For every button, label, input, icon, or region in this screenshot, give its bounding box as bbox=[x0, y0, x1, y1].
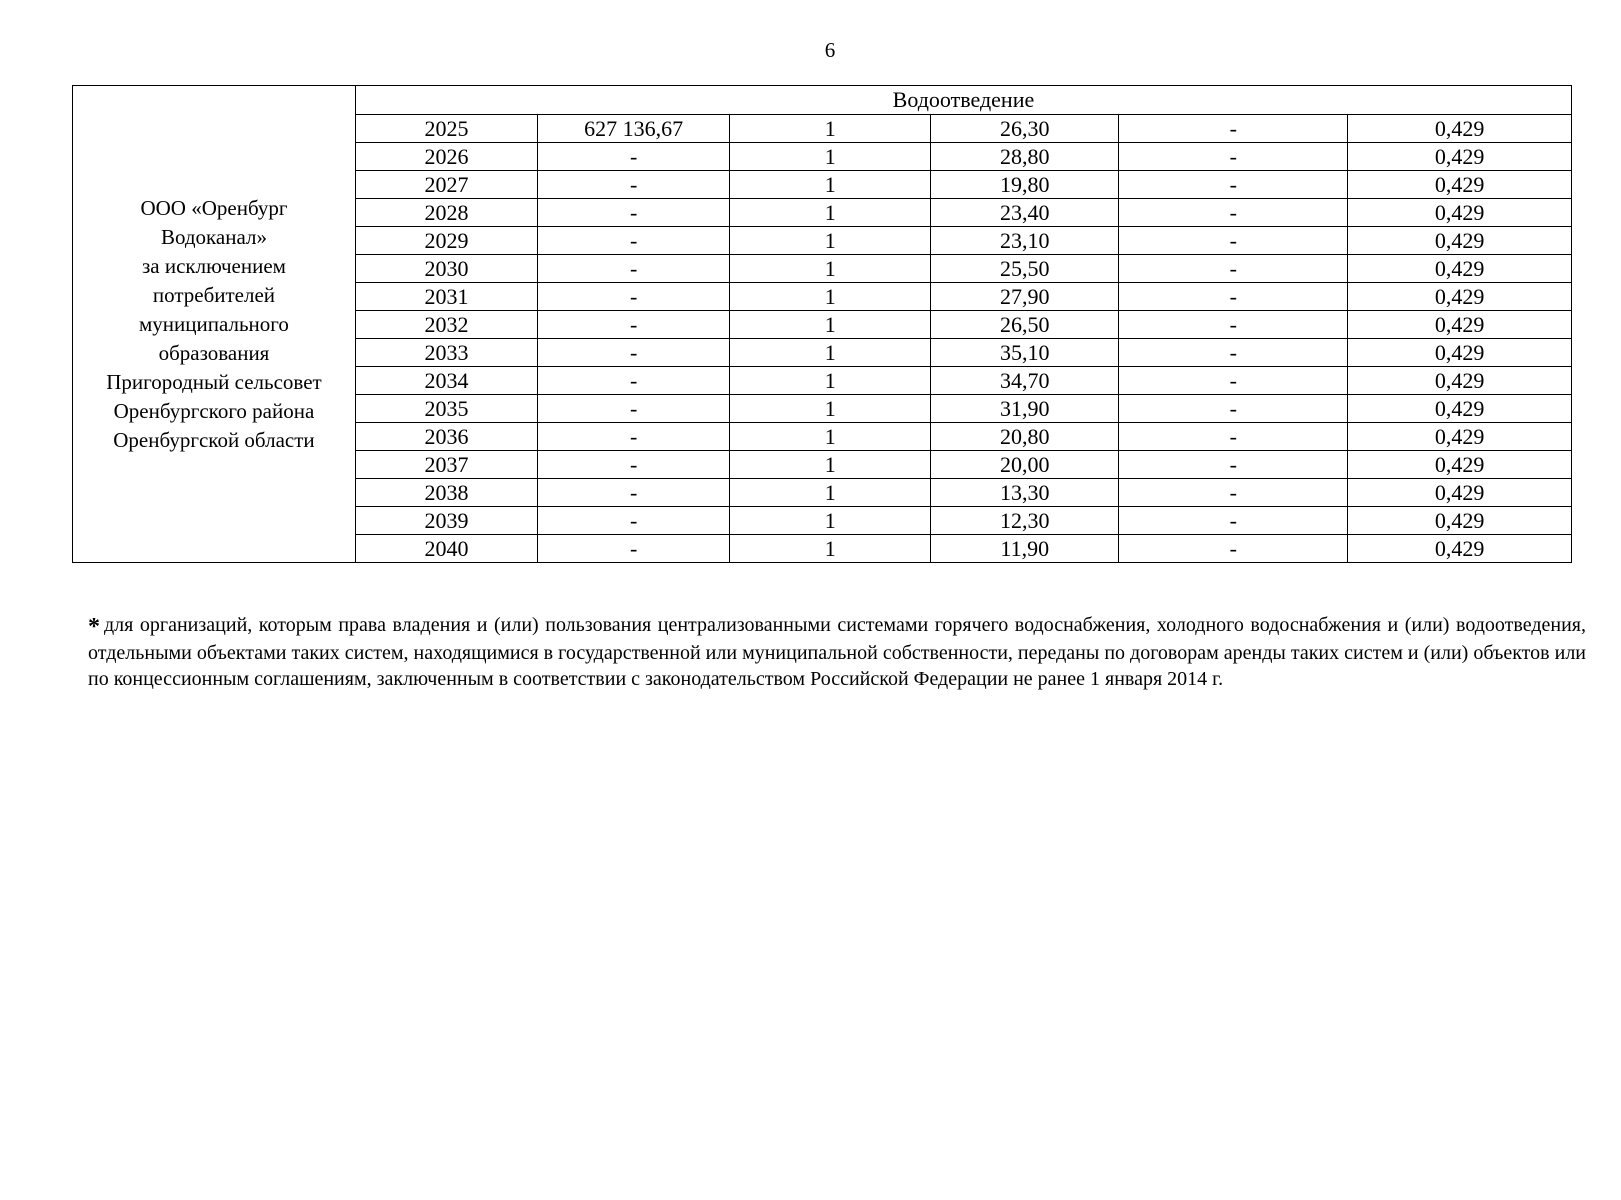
dash-cell: - bbox=[1119, 311, 1348, 339]
value-cell: 34,70 bbox=[931, 367, 1119, 395]
ratio-cell: 0,429 bbox=[1348, 227, 1572, 255]
value-cell: 28,80 bbox=[931, 143, 1119, 171]
year-cell: 2030 bbox=[355, 255, 537, 283]
ratio-cell: 0,429 bbox=[1348, 339, 1572, 367]
year-cell: 2027 bbox=[355, 171, 537, 199]
table-body bbox=[73, 86, 1572, 563]
organization-name-line: Водоканал» bbox=[160, 224, 267, 249]
dash-cell: - bbox=[1119, 171, 1348, 199]
dash-cell: - bbox=[1119, 507, 1348, 535]
dash-cell: - bbox=[1119, 395, 1348, 423]
amount-cell: - bbox=[537, 535, 729, 563]
coefficient-cell: 1 bbox=[730, 479, 931, 507]
ratio-cell: 0,429 bbox=[1348, 143, 1572, 171]
dash-cell: - bbox=[1119, 451, 1348, 479]
coefficient-cell: 1 bbox=[730, 395, 931, 423]
ratio-cell: 0,429 bbox=[1348, 311, 1572, 339]
year-cell: 2033 bbox=[355, 339, 537, 367]
ratio-cell: 0,429 bbox=[1348, 451, 1572, 479]
value-cell: 35,10 bbox=[931, 339, 1119, 367]
amount-cell: - bbox=[537, 311, 729, 339]
footnote bbox=[88, 612, 1586, 692]
dash-cell: - bbox=[1119, 479, 1348, 507]
ratio-cell: 0,429 bbox=[1348, 479, 1572, 507]
amount-cell: - bbox=[537, 451, 729, 479]
ratio-cell: 0,429 bbox=[1348, 367, 1572, 395]
section-header-row bbox=[73, 86, 1572, 115]
footnote-text: для организаций, которым права владения и (или) пользования централизованными системами горячего водоснабжения, холодного водоснабжения и (или) водоотведения, отдельными объектами таких систем, находящимися в государственной или муниципальной собственности, переданы по договорам аренды таких систем и (или) объектов или по концессионным соглашениям, заключенным в соответствии с законодательством Российской Федерации не ранее 1 января 2014 г. bbox=[88, 614, 1586, 690]
organization-name-line: ООО «Оренбург bbox=[140, 195, 288, 220]
year-cell: 2034 bbox=[355, 367, 537, 395]
organization-name-line: образования bbox=[158, 340, 270, 365]
value-cell: 25,50 bbox=[931, 255, 1119, 283]
value-cell: 20,00 bbox=[931, 451, 1119, 479]
dash-cell: - bbox=[1119, 227, 1348, 255]
coefficient-cell: 1 bbox=[730, 227, 931, 255]
coefficient-cell: 1 bbox=[730, 339, 931, 367]
amount-cell: - bbox=[537, 143, 729, 171]
ratio-cell: 0,429 bbox=[1348, 115, 1572, 143]
coefficient-cell: 1 bbox=[730, 143, 931, 171]
amount-cell: - bbox=[537, 255, 729, 283]
dash-cell: - bbox=[1119, 283, 1348, 311]
coefficient-cell: 1 bbox=[730, 115, 931, 143]
year-cell: 2025 bbox=[355, 115, 537, 143]
value-cell: 20,80 bbox=[931, 423, 1119, 451]
coefficient-cell: 1 bbox=[730, 367, 931, 395]
amount-cell: - bbox=[537, 199, 729, 227]
dash-cell: - bbox=[1119, 199, 1348, 227]
coefficient-cell: 1 bbox=[730, 451, 931, 479]
year-cell: 2037 bbox=[355, 451, 537, 479]
coefficient-cell: 1 bbox=[730, 255, 931, 283]
ratio-cell: 0,429 bbox=[1348, 535, 1572, 563]
value-cell: 23,10 bbox=[931, 227, 1119, 255]
dash-cell: - bbox=[1119, 143, 1348, 171]
dash-cell: - bbox=[1119, 423, 1348, 451]
amount-cell: - bbox=[537, 171, 729, 199]
organization-name-line: Оренбургского района bbox=[113, 398, 315, 423]
amount-cell: - bbox=[537, 367, 729, 395]
amount-cell: - bbox=[537, 339, 729, 367]
amount-cell: - bbox=[537, 283, 729, 311]
amount-cell: - bbox=[537, 423, 729, 451]
year-cell: 2032 bbox=[355, 311, 537, 339]
value-cell: 13,30 bbox=[931, 479, 1119, 507]
amount-cell: 627 136,67 bbox=[537, 115, 729, 143]
ratio-cell: 0,429 bbox=[1348, 283, 1572, 311]
dash-cell: - bbox=[1119, 339, 1348, 367]
ratio-cell: 0,429 bbox=[1348, 199, 1572, 227]
year-cell: 2040 bbox=[355, 535, 537, 563]
dash-cell: - bbox=[1119, 255, 1348, 283]
coefficient-cell: 1 bbox=[730, 199, 931, 227]
page-number: 6 bbox=[824, 38, 836, 62]
footnote-marker: * bbox=[88, 614, 100, 640]
coefficient-cell: 1 bbox=[730, 283, 931, 311]
value-cell: 12,30 bbox=[931, 507, 1119, 535]
organization-name-line: за исключением bbox=[141, 253, 286, 278]
ratio-cell: 0,429 bbox=[1348, 255, 1572, 283]
value-cell: 11,90 bbox=[931, 535, 1119, 563]
year-cell: 2036 bbox=[355, 423, 537, 451]
organization-name-line: Пригородный сельсовет bbox=[106, 369, 322, 394]
organization-cell bbox=[73, 86, 356, 563]
coefficient-cell: 1 bbox=[730, 311, 931, 339]
ratio-cell: 0,429 bbox=[1348, 171, 1572, 199]
tariff-table bbox=[72, 85, 1572, 563]
year-cell: 2029 bbox=[355, 227, 537, 255]
coefficient-cell: 1 bbox=[730, 507, 931, 535]
organization-name-line: потребителей bbox=[152, 282, 276, 307]
coefficient-cell: 1 bbox=[730, 535, 931, 563]
ratio-cell: 0,429 bbox=[1348, 423, 1572, 451]
coefficient-cell: 1 bbox=[730, 423, 931, 451]
ratio-cell: 0,429 bbox=[1348, 507, 1572, 535]
amount-cell: - bbox=[537, 395, 729, 423]
dash-cell: - bbox=[1119, 367, 1348, 395]
year-cell: 2028 bbox=[355, 199, 537, 227]
year-cell: 2035 bbox=[355, 395, 537, 423]
section-header: Водоотведение bbox=[355, 86, 1571, 115]
value-cell: 27,90 bbox=[931, 283, 1119, 311]
dash-cell: - bbox=[1119, 535, 1348, 563]
amount-cell: - bbox=[537, 479, 729, 507]
year-cell: 2039 bbox=[355, 507, 537, 535]
coefficient-cell: 1 bbox=[730, 171, 931, 199]
amount-cell: - bbox=[537, 227, 729, 255]
year-cell: 2038 bbox=[355, 479, 537, 507]
value-cell: 26,50 bbox=[931, 311, 1119, 339]
organization-name-line: Оренбургской области bbox=[113, 427, 315, 452]
dash-cell: - bbox=[1119, 115, 1348, 143]
value-cell: 31,90 bbox=[931, 395, 1119, 423]
year-cell: 2026 bbox=[355, 143, 537, 171]
value-cell: 19,80 bbox=[931, 171, 1119, 199]
organization-name-line: муниципального bbox=[139, 311, 289, 336]
ratio-cell: 0,429 bbox=[1348, 395, 1572, 423]
amount-cell: - bbox=[537, 507, 729, 535]
value-cell: 23,40 bbox=[931, 199, 1119, 227]
year-cell: 2031 bbox=[355, 283, 537, 311]
value-cell: 26,30 bbox=[931, 115, 1119, 143]
